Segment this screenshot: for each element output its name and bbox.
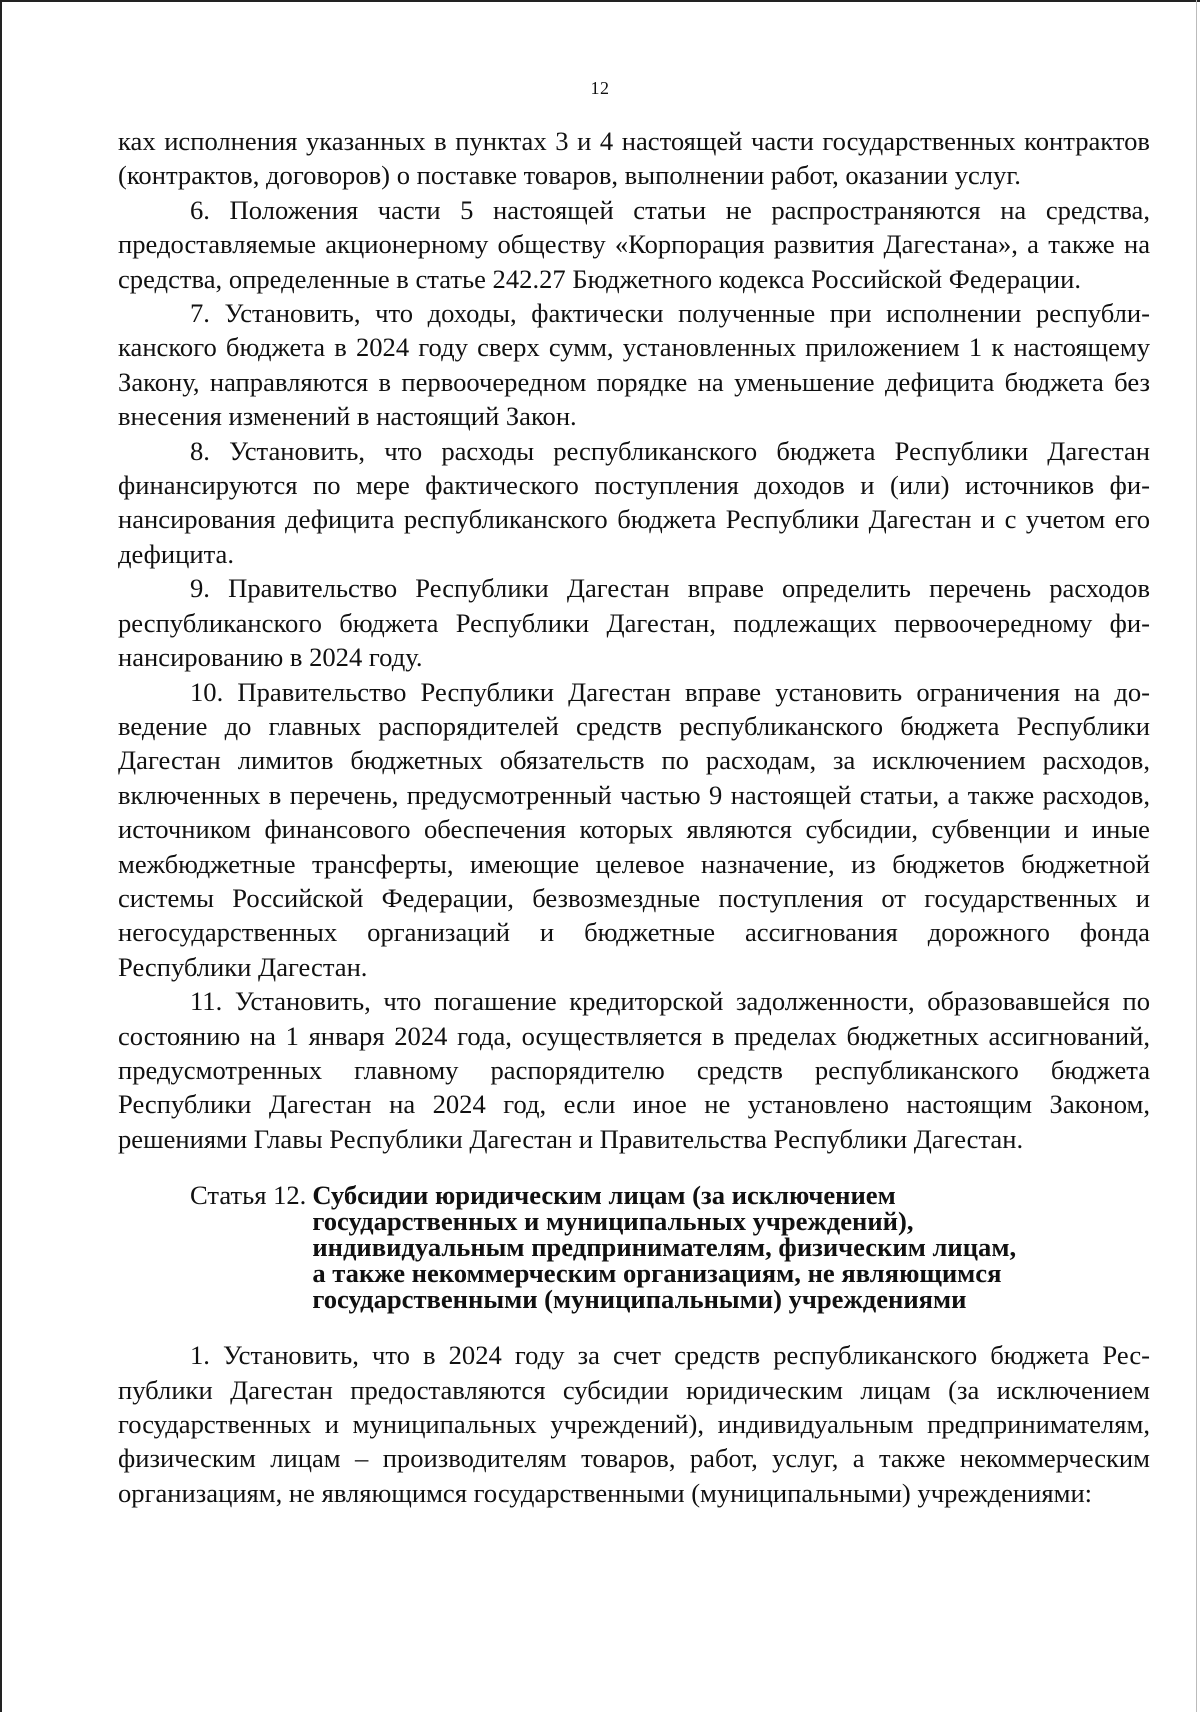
paragraph-continuation: ках исполнения указанных в пунктах 3 и 4 настоящей части государственных контрактов (контрактов, договоров) о поставке товаров, выполнении работ, оказании услуг. — [118, 126, 1150, 191]
article-heading — [190, 1180, 1090, 1315]
article-title-line: индивидуальным предпринимателям, физическим лицам, — [312, 1232, 1017, 1263]
article-title-line: а также некоммерческим организациям, не являющимся — [312, 1258, 1002, 1289]
article-title-line: государственными (муниципальными) учреждениями — [312, 1284, 967, 1315]
scan-edge-left — [0, 0, 2, 1712]
article-title-line: государственных и муниципальных учреждений), — [312, 1206, 914, 1237]
page-number: 12 — [590, 78, 610, 98]
paragraph-item-6: 6. Положения части 5 настоящей статьи не распространяются на средства, предоставляемые акционерному обществу «Корпорация развития Дагестана», а также на средства, определенные в статье 242.27 Бюджетного кодекса Российской Федерации. — [118, 194, 1150, 294]
paragraph-article-12-item-1: 1. Установить, что в 2024 году за счет средств республиканского бюджета Республики Дагестан предоставляются субсидии юридическим лицам (за исключением государственных и муниципальных учреждений), индивидуальным предпринимателям, физическим лицам – производителям товаров, работ, услуг, а также некоммерческим организациям, не являющимся государственными (муниципальными) учреждениями: — [118, 1340, 1150, 1508]
paragraph-item-8: 8. Установить, что расходы республиканского бюджета Республики Дагестан финансируются по мере фактического поступления доходов и (или) источников финансирования дефицита республиканского бюджета Республики Дагестан и с учетом его дефицита. — [118, 435, 1150, 569]
article-title-line: Субсидии юридическим лицам (за исключением — [312, 1180, 896, 1211]
article-title — [312, 1180, 1090, 1315]
scan-edge-right — [1196, 0, 1197, 1712]
paragraph-item-9: 9. Правительство Республики Дагестан вправе определить перечень расходов республиканского бюджета Республики Дагестан, подлежащих первоочередному финансированию в 2024 году. — [118, 573, 1150, 673]
paragraph-item-10: 10. Правительство Республики Дагестан вправе установить ограничения на доведение до главных распорядителей средств республиканского бюджета Республики Дагестан лимитов бюджетных обязательств по расходам, за исключением расходов, включенных в перечень, предусмотренный частью 9 настоящей статьи, а также расходов, источником финансового обеспечения которых являются субсидии, субвенции и иные межбюджетные трансферты, имеющие целевое назначение, из бюджетов бюджетной системы Российской Федерации, безвозмездные поступления от государственных и негосударственных организаций и бюджетные ассигнования дорожного фонда Республики Дагестан. — [118, 676, 1150, 982]
paragraph-item-7: 7. Установить, что доходы, фактически полученные при исполнении республиканского бюджета в 2024 году сверх сумм, установленных приложением 1 к настоящему Закону, направляются в первоочередном порядке на уменьшение дефицита бюджета без внесения изменений в настоящий Закон. — [118, 298, 1150, 432]
document-body — [118, 124, 1150, 1510]
article-label: Статья 12. — [190, 1180, 307, 1211]
scan-edge-top — [0, 0, 1200, 2]
paragraph-item-11: 11. Установить, что погашение кредиторской задолженности, образовавшейся по состоянию на 1 января 2024 года, осуществляется в пределах бюджетных ассигнований, предусмотренных главному распорядителю средств республиканского бюджета Республики Дагестан на 2024 год, если иное не установлено настоящим Законом, решениями Главы Республики Дагестан и Правительства Республики Дагестан. — [118, 986, 1150, 1154]
